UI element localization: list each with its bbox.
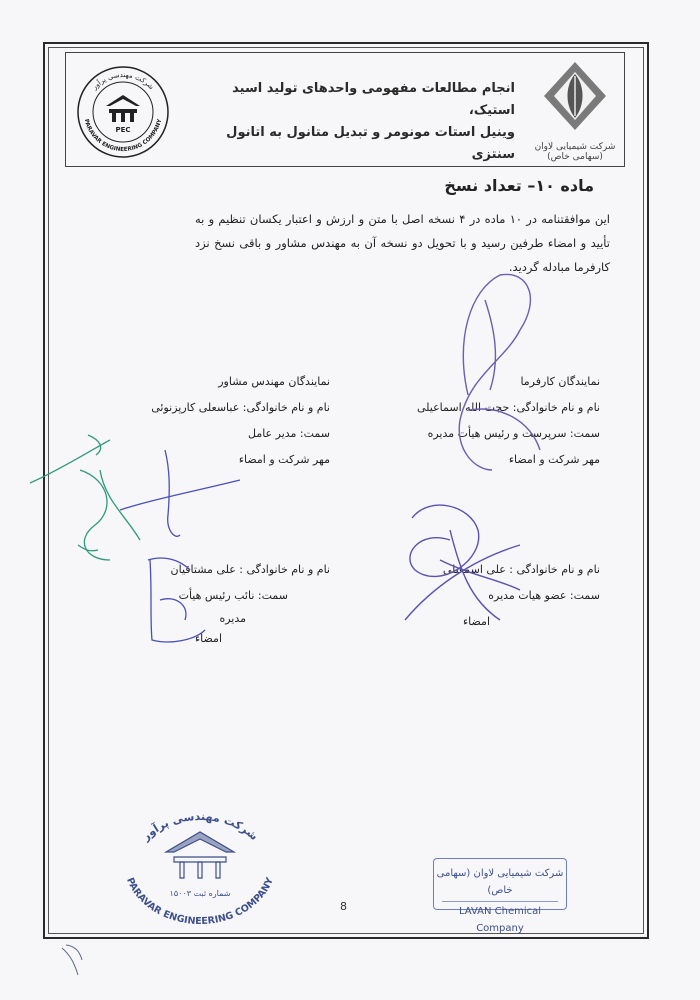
employer-heading: نمایندگان کارفرما <box>520 375 600 388</box>
employer-name: نام و نام خانوادگی: حجت الله اسماعیلی <box>416 401 600 414</box>
employer-position: سمت: سرپرست و رئیس هیأت مدیره <box>427 427 600 440</box>
lavan-header-logo <box>530 58 620 162</box>
consultant2-position: سمت: نائب رئیس هیأت <box>178 589 288 602</box>
paravar-logo-abbr: PEC <box>115 126 131 134</box>
paravar-stamp-en: PARAVAR ENGINEERING COMPANY <box>124 876 276 928</box>
paravar-logo-arc-fa: شرکت مهندسی پرآور <box>90 70 156 92</box>
paravar-stamp-reg: شماره ثبت ۱۵۰۰۳ <box>169 889 231 898</box>
paravar-stamp-fa: شرکت مهندسی پرآور <box>139 809 261 844</box>
header-title <box>195 78 515 166</box>
consultant-position: سمت: مدیر عامل <box>247 427 330 440</box>
article-body: این موافقتنامه در ۱۰ ماده در ۴ نسخه اصل با متن و ارزش و اعتبار یکسان تنظیم و به تأیید و امضاء طرفین رسید و با تحویل دو نسخه آن به مهندس مشاور و باقی نسخ نزد کارفرما مبادله گردید. <box>195 212 611 274</box>
paravar-logo-arc-en: PARAVAR ENGINEERING COMPANY <box>82 118 164 154</box>
page-number: 8 <box>340 900 347 913</box>
consultant2-signature-block <box>100 557 330 649</box>
svg-text:PARAVAR ENGINEERING COMPANY <box>124 876 276 927</box>
paravar-header-logo <box>70 62 176 162</box>
employer2-sign: امضاء <box>462 615 490 628</box>
lavan-header-label: شرکت شیمیایی لاوان (سهامی خاص) <box>534 142 616 162</box>
paravar-company-stamp <box>116 792 284 940</box>
employer2-name: نام و نام خانوادگی : علی اسمعیلی <box>442 563 600 576</box>
header-title-line1: انجام مطالعات مفهومی واحدهای تولید اسید استیک، <box>232 81 515 118</box>
consultant-signature-block <box>100 369 330 473</box>
header-title-line2: وینیل استات مونومر و تبدیل متانول به اتانول سنتزی <box>226 125 515 162</box>
lavan-stamp-fa: شرکت شیمیایی لاوان (سهامی خاص) <box>436 868 564 896</box>
consultant2-name: نام و نام خانوادگی : علی مشتاقیان <box>170 563 330 576</box>
consultant-heading: نمایندگان مهندس مشاور <box>218 375 330 388</box>
lavan-company-stamp <box>433 858 567 934</box>
consultant-name: نام و نام خانوادگی: عباسعلی کارپزنوئی <box>151 401 330 414</box>
corner-mark <box>62 945 82 975</box>
consultant2-position2: مدیره <box>219 612 246 625</box>
employer2-position: سمت: عضو هیات مدیره <box>488 589 600 602</box>
employer-signature-block <box>380 369 600 473</box>
article-title: ماده ۱۰– تعداد نسخ <box>444 176 594 195</box>
consultant-seal: مهر شرکت و امضاء <box>238 453 330 466</box>
lavan-diamond-icon <box>540 58 610 136</box>
consultant2-sign: امضاء <box>194 632 222 645</box>
employer2-signature-block <box>380 557 600 635</box>
employer-seal: مهر شرکت و امضاء <box>508 453 600 466</box>
lavan-stamp-en: LAVAN Chemical Company <box>442 901 558 937</box>
